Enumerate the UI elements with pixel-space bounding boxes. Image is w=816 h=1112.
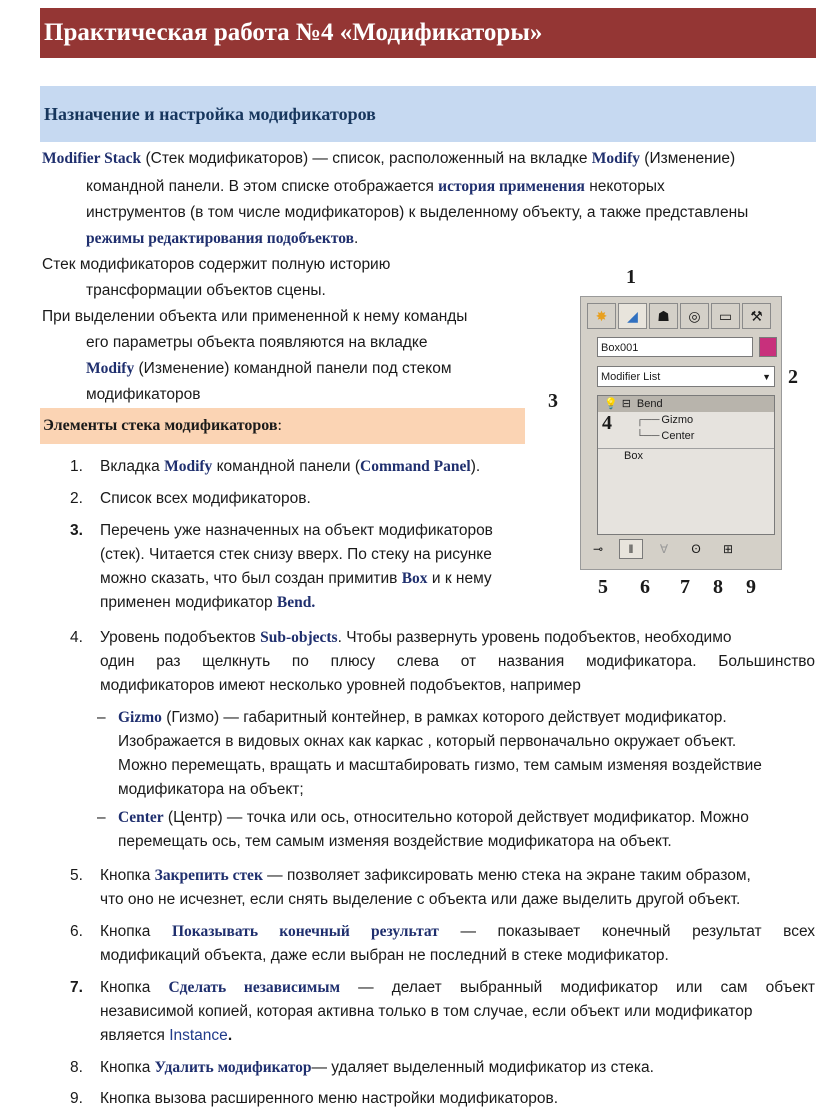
item-1-number: 1. — [70, 458, 83, 475]
item-7-line1: Кнопка Сделать независимым — делает выбранный модификатор или сам объект — [100, 979, 815, 996]
modifier-list-dropdown[interactable]: Modifier List ▼ — [597, 366, 775, 387]
callout-6: 6 — [640, 576, 650, 598]
make-unique-icon[interactable]: ∀ — [659, 542, 669, 556]
callout-2: 2 — [788, 366, 798, 388]
callout-8: 8 — [713, 576, 723, 598]
callout-3: 3 — [548, 390, 558, 412]
p3-line2: его параметры объекта появляются на вкладке — [86, 334, 428, 351]
item-4-line2: один раз щелкнуть по плюсу слева от названия модификатора. Большинство — [100, 653, 815, 670]
item-8-number: 8. — [70, 1059, 83, 1076]
lightbulb-icon[interactable]: 💡 — [604, 398, 618, 410]
p1-line3: инструментов (в том числе модификаторов) к выделенному объекту, а также представлены — [86, 204, 749, 221]
object-name-field[interactable]: Box001 — [597, 337, 753, 357]
collapse-icon[interactable]: ⊟ — [621, 398, 631, 410]
create-tab-icon[interactable]: ✸ — [587, 303, 616, 329]
hierarchy-tab-icon[interactable]: ☗ — [649, 303, 678, 329]
show-end-result-icon[interactable]: ‖ — [619, 539, 643, 559]
item-7-line3: является Instance. — [100, 1027, 233, 1044]
gizmo-dash: – — [97, 709, 106, 726]
item-3-line4: применен модификатор Bend. — [100, 594, 316, 611]
callout-5: 5 — [598, 576, 608, 598]
callout-9: 9 — [746, 576, 756, 598]
p2-line2: трансформации объектов сцены. — [86, 282, 326, 299]
callout-1: 1 — [626, 266, 636, 288]
item-9: Кнопка вызова расширенного меню настройки модификаторов. — [100, 1090, 559, 1107]
item-6-line2: модификаций объекта, даже если выбран не последний в стеке модификатор. — [100, 947, 669, 964]
p3-line4: модификаторов — [86, 386, 201, 403]
command-panel-tabs — [587, 303, 777, 331]
item-3-number: 3. — [70, 522, 83, 539]
center-line2: перемещать ось, тем самым изменяя воздействие модификатора на объект. — [118, 833, 672, 850]
item-3-line2: (стек). Читается стек снизу вверх. По стеку на рисунке — [100, 546, 492, 563]
item-3-line3: можно сказать, что был создан примитив Box и к нему — [100, 570, 492, 587]
item-4-line1: Уровень подобъектов Sub-objects. Чтобы развернуть уровень подобъектов, необходимо — [100, 629, 732, 646]
item-2-number: 2. — [70, 490, 83, 507]
elements-heading: Элементы стека модификаторов: — [40, 408, 525, 444]
item-7-line2: независимой копией, которая активна только в том случае, если объект или модификатор — [100, 1003, 753, 1020]
dropdown-arrow-icon: ▼ — [762, 372, 771, 382]
p2-line1: Стек модификаторов содержит полную историю — [42, 256, 391, 273]
modifier-stack — [597, 395, 775, 535]
gizmo-line4: модификатора на объект; — [118, 781, 304, 798]
center-dash: – — [97, 809, 106, 826]
utilities-tab-icon[interactable]: ⚒ — [742, 303, 771, 329]
item-6-line1: Кнопка Показывать конечный результат — показывает конечный результат всех — [100, 923, 816, 940]
item-2: Список всех модификаторов. — [100, 490, 311, 507]
gizmo-line3: Можно перемещать, вращать и масштабировать гизмо, тем самым изменяя воздействие — [118, 757, 762, 774]
item-5-number: 5. — [70, 867, 83, 884]
stack-toolbar — [587, 537, 777, 561]
item-7-number: 7. — [70, 979, 83, 996]
p1-line4: режимы редактирования подобъектов. — [86, 230, 359, 247]
motion-tab-icon[interactable]: ◎ — [680, 303, 709, 329]
stack-item-box[interactable]: Box — [624, 450, 643, 462]
item-1: Вкладка Modify командной панели (Command Panel). — [100, 458, 481, 475]
modify-tab-icon[interactable]: ◢ — [618, 303, 647, 329]
item-5-line2: что оно не исчезнет, если снять выделение с объекта или даже выделить другой объект. — [100, 891, 741, 908]
center-line1: Center (Центр) — точка или ось, относительно которой действует модификатор. Можно — [118, 809, 749, 826]
callout-4: 4 — [602, 412, 612, 434]
display-tab-icon[interactable]: ▭ — [711, 303, 740, 329]
stack-item-center[interactable]: └── Center — [636, 430, 695, 442]
command-panel-screenshot — [580, 296, 782, 570]
configure-modifier-sets-icon[interactable]: ⊞ — [722, 542, 734, 556]
remove-modifier-icon[interactable]: ʘ — [691, 542, 701, 556]
gizmo-line2: Изображается в видовых окнах как каркас , который первоначально окружает объект. — [118, 733, 737, 750]
item-8: Кнопка Удалить модификатор— удаляет выделенный модификатор из стека. — [100, 1059, 654, 1076]
section-heading: Назначение и настройка модификаторов — [40, 86, 816, 142]
item-9-number: 9. — [70, 1090, 83, 1107]
p1-line2: командной панели. В этом списке отображается история применения некоторых — [86, 178, 665, 195]
pin-stack-icon[interactable]: ⊸ — [592, 542, 604, 556]
item-6-number: 6. — [70, 923, 83, 940]
p3-line1: При выделении объекта или примененной к нему команды — [42, 308, 468, 325]
stack-item-gizmo[interactable]: ┌── Gizmo — [636, 414, 694, 426]
p1-line1: Modifier Stack (Стек модификаторов) — список, расположенный на вкладке Modify (Изменение) — [42, 150, 736, 167]
callout-7: 7 — [680, 576, 690, 598]
item-4-line3: модификаторов имеют несколько уровней подобъектов, например — [100, 677, 581, 694]
page-title: Практическая работа №4 «Модификаторы» — [40, 8, 816, 58]
stack-item-bend[interactable]: 💡 ⊟ Bend — [598, 396, 774, 412]
item-3-line1: Перечень уже назначенных на объект модификаторов — [100, 522, 493, 539]
item-5-line1: Кнопка Закрепить стек — позволяет зафиксировать меню стека на экране таким образом, — [100, 867, 751, 884]
item-4-number: 4. — [70, 629, 83, 646]
p3-line3: Modify (Изменение) командной панели под стеком — [86, 360, 452, 377]
object-color-swatch[interactable] — [759, 337, 777, 357]
gizmo-line1: Gizmo (Гизмо) — габаритный контейнер, в рамках которого действует модификатор. — [118, 709, 727, 726]
